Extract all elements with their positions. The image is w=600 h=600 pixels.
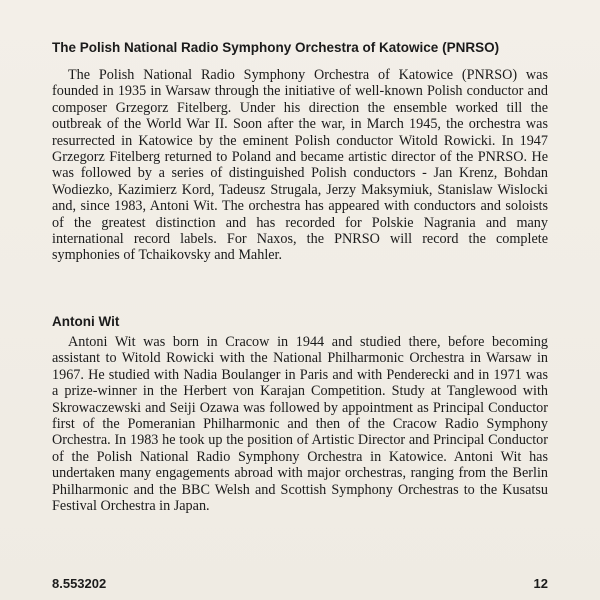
section-title-antoni-wit: Antoni Wit [52, 314, 120, 329]
section-body-antoni-wit: Antoni Wit was born in Cracow in 1944 and studied there, before becoming assistant to Witold Rowicki with the National Philharmonic Orchestra in Warsaw in 1967. He studied with Nadia Boulanger in Paris and with Penderecki and in 1971 was a prize-winner in the Herbert von Karajan Competition. Study at Tanglewood with Skrowaczewski and Seiji Ozawa was followed by appointment as Principal Conductor first of the Pomeranian Philharmonic and then of the Cracow Radio Symphony Orchestra. In 1983 he took up the position of Artistic Director and Principal Conductor of the Polish National Radio Symphony Orchestra in Katowice. Antoni Wit has undertaken many engagements abroad with major orchestras, ranging from the Berlin Philharmonic and the BBC Welsh and Scottish Symphony Orchestras to the Kusatsu Festival Orchestra in Japan. [52, 334, 548, 515]
page-number: 12 [533, 576, 548, 591]
section-body-pnrso: The Polish National Radio Symphony Orchestra of Katowice (PNRSO) was founded in 1935 in Warsaw through the initiative of well-known Polish conductor and composer Grzegorz Fitelberg. Under his direction the ensemble worked till the outbreak of the World War II. Soon after the war, in March 1945, the orchestra was resurrected in Katowice by the eminent Polish conductor Witold Rowicki. In 1947 Grzegorz Fitelberg returned to Poland and became artistic director of the PNRSO. He was followed by a series of distinguished Polish conductors - Jan Krenz, Bohdan Wodiezko, Kazimierz Kord, Tadeusz Strugala, Jerzy Maksymiuk, Stanislaw Wislocki and, since 1983, Antoni Wit. The orchestra has appeared with conductors and soloists of the greatest distinction and has recorded for Polskie Nagrania and many international record labels. For Naxos, the PNRSO will record the complete symphonies of Tchaikovsky and Mahler. [52, 67, 548, 264]
section-title-pnrso: The Polish National Radio Symphony Orchestra of Katowice (PNRSO) [52, 40, 500, 55]
catalog-number: 8.553202 [52, 576, 107, 591]
